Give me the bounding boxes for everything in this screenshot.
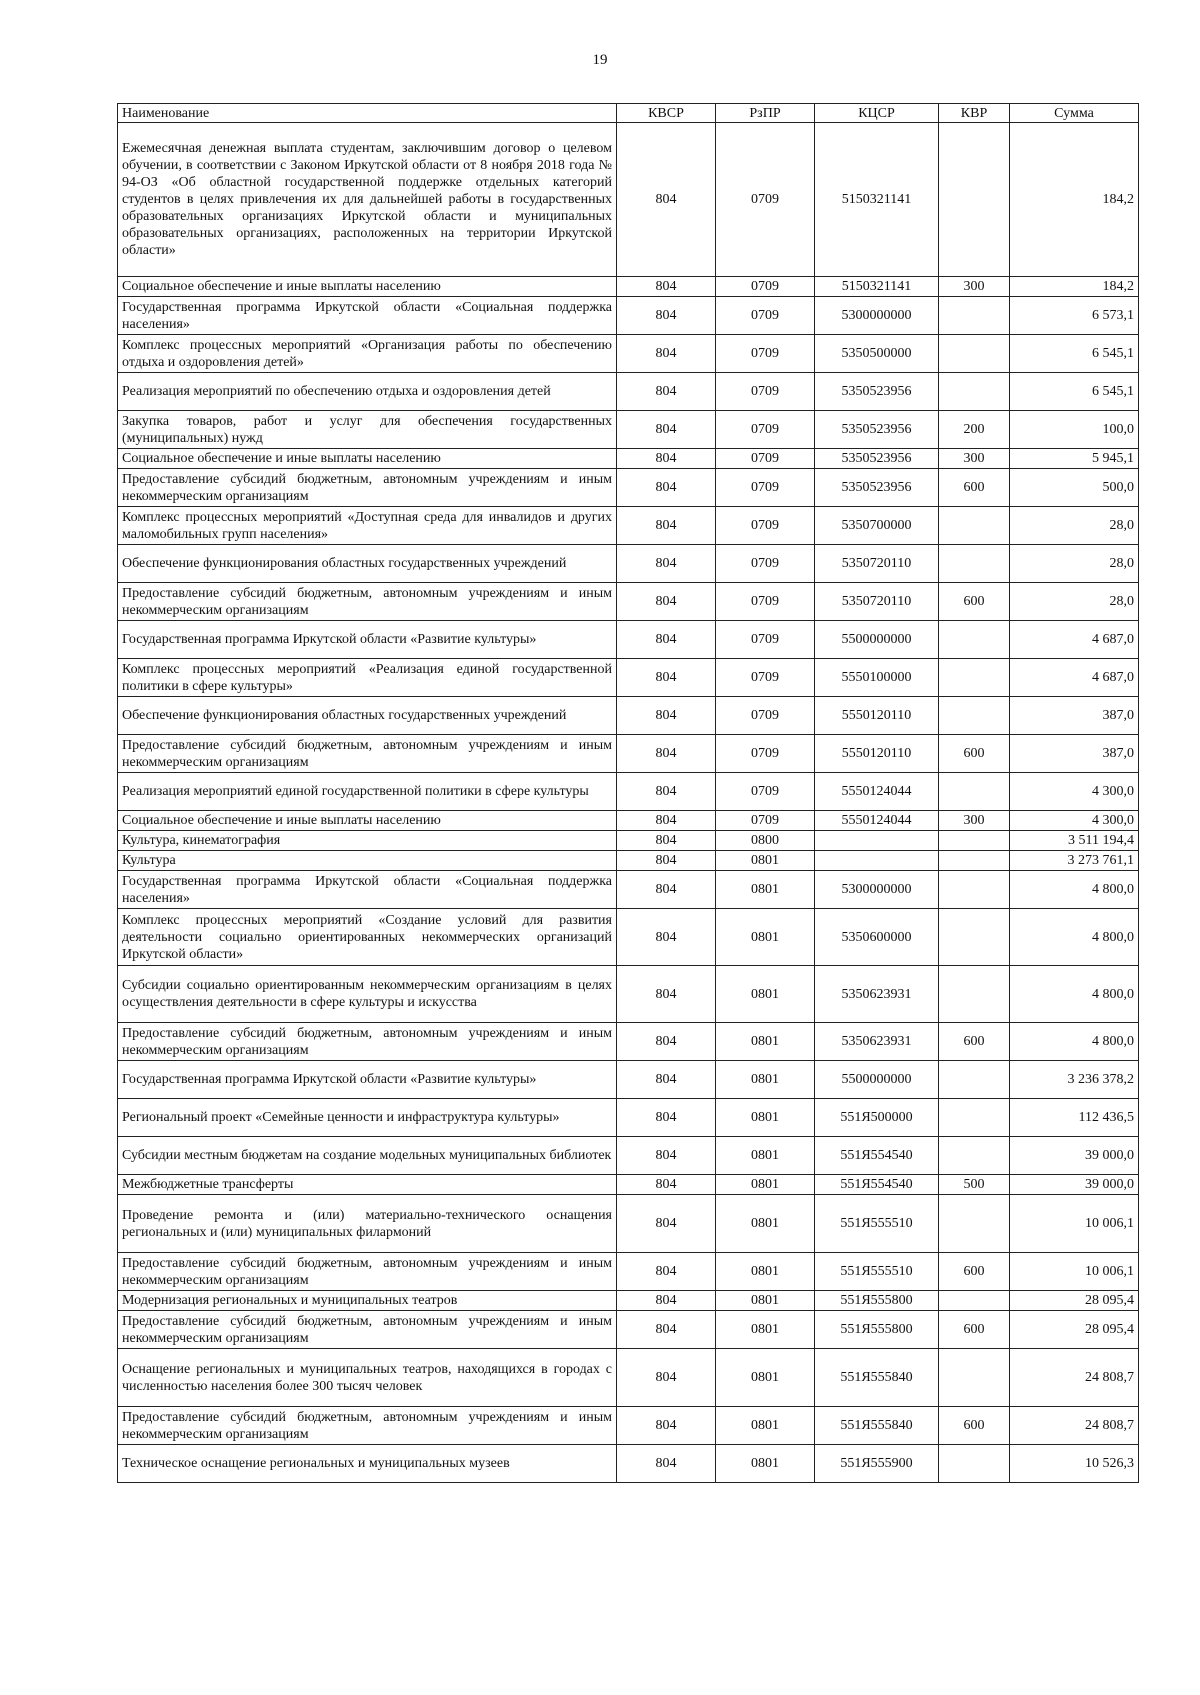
- cell-rzpr: 0709: [716, 335, 815, 373]
- table-row: [118, 335, 1139, 373]
- cell-kcsr: 5150321141: [815, 123, 939, 277]
- cell-name: Государственная программа Иркутской области «Социальная поддержка населения»: [118, 871, 617, 909]
- cell-kvsr: 804: [617, 411, 716, 449]
- cell-rzpr: 0709: [716, 697, 815, 735]
- cell-rzpr: 0709: [716, 373, 815, 411]
- cell-rzpr: 0709: [716, 773, 815, 811]
- cell-kcsr: 5350720110: [815, 583, 939, 621]
- cell-kvsr: 804: [617, 871, 716, 909]
- cell-kcsr: 5350523956: [815, 469, 939, 507]
- cell-kvsr: 804: [617, 1023, 716, 1061]
- table-row: [118, 1311, 1139, 1349]
- table-row: [118, 1061, 1139, 1099]
- cell-kcsr: 5550124044: [815, 773, 939, 811]
- cell-sum: 4 800,0: [1010, 1023, 1139, 1061]
- cell-name: Государственная программа Иркутской области «Развитие культуры»: [118, 1061, 617, 1099]
- cell-rzpr: 0801: [716, 1445, 815, 1483]
- cell-kvr: [939, 909, 1010, 966]
- cell-kvr: [939, 335, 1010, 373]
- cell-name: Культура, кинематография: [118, 831, 617, 851]
- table-row: [118, 1349, 1139, 1407]
- table-row: [118, 851, 1139, 871]
- cell-rzpr: 0801: [716, 1253, 815, 1291]
- cell-rzpr: 0709: [716, 277, 815, 297]
- cell-kvr: [939, 123, 1010, 277]
- table-row: [118, 1291, 1139, 1311]
- cell-sum: 28,0: [1010, 545, 1139, 583]
- cell-kcsr: 551Я554540: [815, 1137, 939, 1175]
- cell-name: Реализация мероприятий единой государственной политики в сфере культуры: [118, 773, 617, 811]
- cell-kvsr: 804: [617, 909, 716, 966]
- cell-sum: 6 573,1: [1010, 297, 1139, 335]
- cell-kvsr: 804: [617, 123, 716, 277]
- cell-kcsr: 5150321141: [815, 277, 939, 297]
- cell-rzpr: 0801: [716, 1349, 815, 1407]
- cell-sum: 184,2: [1010, 123, 1139, 277]
- cell-kcsr: 551Я500000: [815, 1099, 939, 1137]
- cell-kvsr: 804: [617, 697, 716, 735]
- table-row: [118, 1175, 1139, 1195]
- cell-kcsr: 5350623931: [815, 1023, 939, 1061]
- cell-name: Обеспечение функционирования областных государственных учреждений: [118, 697, 617, 735]
- cell-kvr: [939, 545, 1010, 583]
- cell-sum: 24 808,7: [1010, 1349, 1139, 1407]
- cell-rzpr: 0800: [716, 831, 815, 851]
- cell-kvsr: 804: [617, 831, 716, 851]
- cell-kcsr: 5550100000: [815, 659, 939, 697]
- cell-kvsr: 804: [617, 545, 716, 583]
- cell-kvr: 300: [939, 811, 1010, 831]
- table-row: [118, 1137, 1139, 1175]
- cell-kcsr: 5350720110: [815, 545, 939, 583]
- cell-kcsr: [815, 831, 939, 851]
- cell-kvr: [939, 1445, 1010, 1483]
- cell-kcsr: [815, 851, 939, 871]
- cell-kcsr: 5350523956: [815, 373, 939, 411]
- table-row: [118, 297, 1139, 335]
- cell-name: Предоставление субсидий бюджетным, автономным учреждениям и иным некоммерческим организациям: [118, 583, 617, 621]
- cell-sum: 112 436,5: [1010, 1099, 1139, 1137]
- cell-rzpr: 0709: [716, 545, 815, 583]
- cell-kvr: 600: [939, 469, 1010, 507]
- cell-kcsr: 5300000000: [815, 297, 939, 335]
- cell-name: Социальное обеспечение и иные выплаты населению: [118, 811, 617, 831]
- table-row: [118, 1099, 1139, 1137]
- cell-sum: 24 808,7: [1010, 1407, 1139, 1445]
- cell-kcsr: 5350700000: [815, 507, 939, 545]
- cell-kcsr: 551Я555800: [815, 1291, 939, 1311]
- page-number: 19: [592, 52, 608, 68]
- table-row: [118, 1407, 1139, 1445]
- cell-rzpr: 0801: [716, 1061, 815, 1099]
- header-row: [118, 104, 1139, 123]
- cell-name: Реализация мероприятий по обеспечению отдыха и оздоровления детей: [118, 373, 617, 411]
- cell-kcsr: 551Я555510: [815, 1195, 939, 1253]
- cell-rzpr: 0801: [716, 909, 815, 966]
- cell-name: Комплекс процессных мероприятий «Организация работы по обеспечению отдыха и оздоровления детей»: [118, 335, 617, 373]
- cell-rzpr: 0709: [716, 411, 815, 449]
- cell-sum: 10 006,1: [1010, 1195, 1139, 1253]
- cell-kvr: 500: [939, 1175, 1010, 1195]
- table-row: [118, 659, 1139, 697]
- header-rzpr: РзПР: [716, 104, 815, 123]
- table-row: [118, 909, 1139, 966]
- cell-sum: 39 000,0: [1010, 1175, 1139, 1195]
- cell-kvr: 600: [939, 1253, 1010, 1291]
- cell-name: Социальное обеспечение и иные выплаты населению: [118, 277, 617, 297]
- cell-kvr: [939, 871, 1010, 909]
- cell-name: Комплекс процессных мероприятий «Доступная среда для инвалидов и других маломобильных групп населения»: [118, 507, 617, 545]
- table-row: [118, 1023, 1139, 1061]
- budget-table: [117, 103, 1139, 1483]
- cell-kvsr: 804: [617, 469, 716, 507]
- cell-sum: 184,2: [1010, 277, 1139, 297]
- cell-sum: 28 095,4: [1010, 1311, 1139, 1349]
- cell-kcsr: 5350523956: [815, 411, 939, 449]
- cell-rzpr: 0709: [716, 469, 815, 507]
- cell-sum: 4 687,0: [1010, 621, 1139, 659]
- cell-name: Предоставление субсидий бюджетным, автономным учреждениям и иным некоммерческим организациям: [118, 469, 617, 507]
- cell-kvr: 600: [939, 1311, 1010, 1349]
- cell-kvr: [939, 966, 1010, 1023]
- cell-rzpr: 0801: [716, 1175, 815, 1195]
- cell-sum: 6 545,1: [1010, 335, 1139, 373]
- cell-sum: 4 800,0: [1010, 966, 1139, 1023]
- cell-kvr: 200: [939, 411, 1010, 449]
- cell-kcsr: 5500000000: [815, 621, 939, 659]
- cell-kcsr: 5500000000: [815, 1061, 939, 1099]
- header-kcsr: КЦСР: [815, 104, 939, 123]
- cell-name: Предоставление субсидий бюджетным, автономным учреждениям и иным некоммерческим организациям: [118, 1253, 617, 1291]
- table-row: [118, 123, 1139, 277]
- cell-name: Межбюджетные трансферты: [118, 1175, 617, 1195]
- table-row: [118, 621, 1139, 659]
- cell-name: Предоставление субсидий бюджетным, автономным учреждениям и иным некоммерческим организациям: [118, 1023, 617, 1061]
- cell-rzpr: 0801: [716, 1311, 815, 1349]
- cell-rzpr: 0709: [716, 735, 815, 773]
- cell-kcsr: 5350523956: [815, 449, 939, 469]
- cell-kvsr: 804: [617, 583, 716, 621]
- cell-kvr: 600: [939, 735, 1010, 773]
- table-row: [118, 449, 1139, 469]
- cell-kcsr: 5550120110: [815, 697, 939, 735]
- cell-kvr: [939, 831, 1010, 851]
- cell-name: Субсидии местным бюджетам на создание модельных муниципальных библиотек: [118, 1137, 617, 1175]
- table-row: [118, 469, 1139, 507]
- cell-kvsr: 804: [617, 851, 716, 871]
- cell-kvsr: 804: [617, 966, 716, 1023]
- cell-kvsr: 804: [617, 1061, 716, 1099]
- cell-sum: 3 236 378,2: [1010, 1061, 1139, 1099]
- table-row: [118, 811, 1139, 831]
- cell-kvr: [939, 773, 1010, 811]
- cell-kcsr: 5550120110: [815, 735, 939, 773]
- cell-sum: 28,0: [1010, 583, 1139, 621]
- cell-name: Оснащение региональных и муниципальных театров, находящихся в городах с численностью населения более 300 тысяч человек: [118, 1349, 617, 1407]
- cell-kvr: [939, 851, 1010, 871]
- cell-rzpr: 0709: [716, 659, 815, 697]
- cell-name: Социальное обеспечение и иные выплаты населению: [118, 449, 617, 469]
- cell-kvsr: 804: [617, 1137, 716, 1175]
- cell-kvsr: 804: [617, 1291, 716, 1311]
- table-row: [118, 545, 1139, 583]
- cell-kvr: [939, 1291, 1010, 1311]
- cell-kcsr: 5300000000: [815, 871, 939, 909]
- cell-name: Ежемесячная денежная выплата студентам, заключившим договор о целевом обучении, в соответствии с Законом Иркутской области от 8 ноября 2018 года № 94-ОЗ «Об областной государственной поддержке отдельных категорий студентов в целях привлечения их для дальнейшей работы в государственных образовательных организациях Иркутской области и муниципальных образовательных организациях, расположенных на территории Иркутской области»: [118, 123, 617, 277]
- cell-sum: 100,0: [1010, 411, 1139, 449]
- cell-kvsr: 804: [617, 1311, 716, 1349]
- cell-kcsr: 551Я555510: [815, 1253, 939, 1291]
- cell-name: Техническое оснащение региональных и муниципальных музеев: [118, 1445, 617, 1483]
- cell-name: Государственная программа Иркутской области «Развитие культуры»: [118, 621, 617, 659]
- cell-kvr: [939, 1349, 1010, 1407]
- cell-kvsr: 804: [617, 297, 716, 335]
- table-header: [118, 104, 1139, 123]
- cell-kvsr: 804: [617, 1253, 716, 1291]
- cell-sum: 4 300,0: [1010, 773, 1139, 811]
- cell-rzpr: 0801: [716, 1023, 815, 1061]
- cell-rzpr: 0801: [716, 1195, 815, 1253]
- cell-sum: 387,0: [1010, 697, 1139, 735]
- cell-kvr: 300: [939, 449, 1010, 469]
- cell-sum: 4 800,0: [1010, 871, 1139, 909]
- cell-name: Региональный проект «Семейные ценности и инфраструктура культуры»: [118, 1099, 617, 1137]
- cell-sum: 387,0: [1010, 735, 1139, 773]
- cell-kcsr: 551Я555800: [815, 1311, 939, 1349]
- cell-kcsr: 5350623931: [815, 966, 939, 1023]
- cell-sum: 6 545,1: [1010, 373, 1139, 411]
- cell-name: Модернизация региональных и муниципальных театров: [118, 1291, 617, 1311]
- cell-rzpr: 0801: [716, 1099, 815, 1137]
- cell-kvsr: 804: [617, 1099, 716, 1137]
- cell-kvr: 600: [939, 583, 1010, 621]
- cell-rzpr: 0801: [716, 1137, 815, 1175]
- cell-kcsr: 5550124044: [815, 811, 939, 831]
- cell-kcsr: 5350500000: [815, 335, 939, 373]
- cell-rzpr: 0801: [716, 1407, 815, 1445]
- cell-sum: 3 511 194,4: [1010, 831, 1139, 851]
- cell-kvsr: 804: [617, 335, 716, 373]
- cell-sum: 5 945,1: [1010, 449, 1139, 469]
- cell-sum: 3 273 761,1: [1010, 851, 1139, 871]
- table-row: [118, 411, 1139, 449]
- cell-sum: 10 526,3: [1010, 1445, 1139, 1483]
- cell-rzpr: 0709: [716, 123, 815, 277]
- table-row: [118, 966, 1139, 1023]
- cell-rzpr: 0801: [716, 1291, 815, 1311]
- cell-rzpr: 0801: [716, 966, 815, 1023]
- cell-kvr: [939, 373, 1010, 411]
- cell-sum: 4 687,0: [1010, 659, 1139, 697]
- cell-name: Комплекс процессных мероприятий «Создание условий для развития деятельности социально ориентированных некоммерческих организаций Иркутской области»: [118, 909, 617, 966]
- cell-sum: 4 300,0: [1010, 811, 1139, 831]
- cell-kvsr: 804: [617, 449, 716, 469]
- table-row: [118, 1253, 1139, 1291]
- cell-kvsr: 804: [617, 1407, 716, 1445]
- cell-name: Предоставление субсидий бюджетным, автономным учреждениям и иным некоммерческим организациям: [118, 735, 617, 773]
- cell-sum: 10 006,1: [1010, 1253, 1139, 1291]
- cell-kvr: [939, 1137, 1010, 1175]
- table-row: [118, 507, 1139, 545]
- cell-rzpr: 0709: [716, 507, 815, 545]
- cell-kvr: [939, 297, 1010, 335]
- cell-kvsr: 804: [617, 1195, 716, 1253]
- cell-rzpr: 0709: [716, 621, 815, 659]
- cell-kvr: 600: [939, 1407, 1010, 1445]
- cell-rzpr: 0709: [716, 297, 815, 335]
- cell-kcsr: 551Я555840: [815, 1407, 939, 1445]
- table-row: [118, 583, 1139, 621]
- cell-kcsr: 551Я555900: [815, 1445, 939, 1483]
- cell-kvsr: 804: [617, 507, 716, 545]
- cell-name: Предоставление субсидий бюджетным, автономным учреждениям и иным некоммерческим организациям: [118, 1407, 617, 1445]
- cell-kcsr: 5350600000: [815, 909, 939, 966]
- table-row: [118, 831, 1139, 851]
- cell-sum: 500,0: [1010, 469, 1139, 507]
- cell-kvsr: 804: [617, 1349, 716, 1407]
- table-row: [118, 735, 1139, 773]
- table-row: [118, 1445, 1139, 1483]
- header-sum: Сумма: [1010, 104, 1139, 123]
- cell-name: Государственная программа Иркутской области «Социальная поддержка населения»: [118, 297, 617, 335]
- cell-sum: 28,0: [1010, 507, 1139, 545]
- cell-kvsr: 804: [617, 811, 716, 831]
- cell-kvr: [939, 659, 1010, 697]
- header-name: Наименование: [118, 104, 617, 123]
- cell-kvsr: 804: [617, 1445, 716, 1483]
- table-body: [118, 123, 1139, 1483]
- table-row: [118, 871, 1139, 909]
- cell-name: Обеспечение функционирования областных государственных учреждений: [118, 545, 617, 583]
- cell-name: Комплекс процессных мероприятий «Реализация единой государственной политики в сфере культуры»: [118, 659, 617, 697]
- header-kvsr: КВСР: [617, 104, 716, 123]
- cell-rzpr: 0709: [716, 449, 815, 469]
- cell-name: Культура: [118, 851, 617, 871]
- cell-rzpr: 0709: [716, 811, 815, 831]
- table-row: [118, 373, 1139, 411]
- cell-kvsr: 804: [617, 621, 716, 659]
- cell-rzpr: 0801: [716, 851, 815, 871]
- cell-kvsr: 804: [617, 1175, 716, 1195]
- cell-kvr: [939, 1195, 1010, 1253]
- cell-kvr: [939, 1099, 1010, 1137]
- header-kvr: КВР: [939, 104, 1010, 123]
- cell-sum: 39 000,0: [1010, 1137, 1139, 1175]
- cell-kvr: [939, 1061, 1010, 1099]
- cell-kcsr: 551Я555840: [815, 1349, 939, 1407]
- table-row: [118, 773, 1139, 811]
- cell-name: Субсидии социально ориентированным некоммерческим организациям в целях осуществления деятельности в сфере культуры и искусства: [118, 966, 617, 1023]
- cell-name: Закупка товаров, работ и услуг для обеспечения государственных (муниципальных) нужд: [118, 411, 617, 449]
- table-row: [118, 1195, 1139, 1253]
- cell-kvsr: 804: [617, 659, 716, 697]
- table-row: [118, 277, 1139, 297]
- cell-kvsr: 804: [617, 773, 716, 811]
- cell-rzpr: 0709: [716, 583, 815, 621]
- cell-kvsr: 804: [617, 277, 716, 297]
- cell-rzpr: 0801: [716, 871, 815, 909]
- cell-kvr: [939, 507, 1010, 545]
- cell-kvr: [939, 621, 1010, 659]
- table-row: [118, 697, 1139, 735]
- cell-sum: 4 800,0: [1010, 909, 1139, 966]
- cell-kvr: 300: [939, 277, 1010, 297]
- cell-kvr: [939, 697, 1010, 735]
- cell-kcsr: 551Я554540: [815, 1175, 939, 1195]
- cell-kvsr: 804: [617, 735, 716, 773]
- cell-name: Предоставление субсидий бюджетным, автономным учреждениям и иным некоммерческим организациям: [118, 1311, 617, 1349]
- cell-name: Проведение ремонта и (или) материально-технического оснащения региональных и (или) муниципальных филармоний: [118, 1195, 617, 1253]
- cell-kvr: 600: [939, 1023, 1010, 1061]
- cell-kvsr: 804: [617, 373, 716, 411]
- cell-sum: 28 095,4: [1010, 1291, 1139, 1311]
